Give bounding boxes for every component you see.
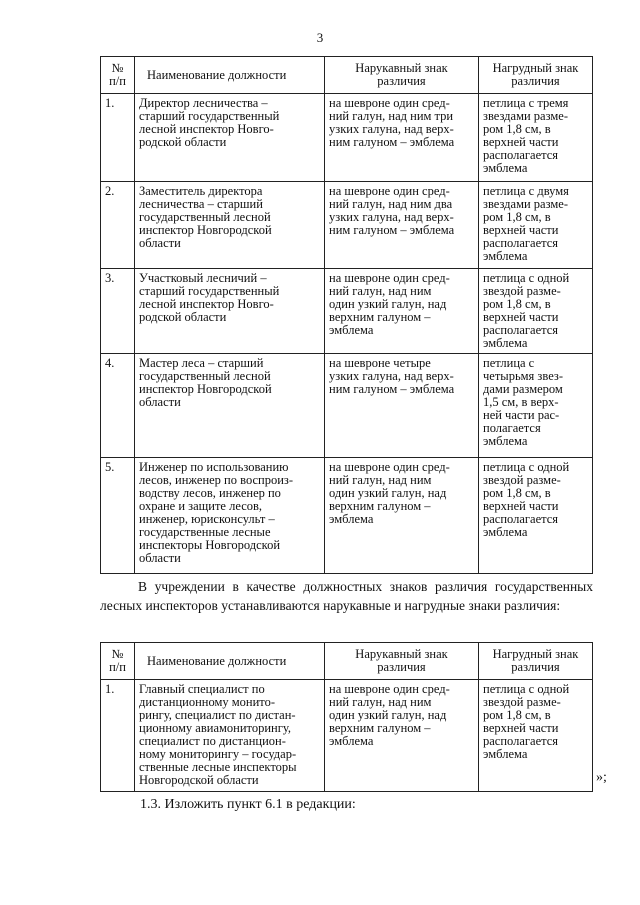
row-sleeve: на шевроне один сред- ний галун, над ним один узкий галун, над верхним галуном – эмблема <box>325 458 479 574</box>
body-paragraph: В учреждении в качестве должностных знаков различия государственных лесных инспекторов устанавливаются нарукавные и нагрудные знаки различия: <box>100 579 593 613</box>
insignia-table-inspectors <box>100 642 593 792</box>
row-chest: петлица с четырьмя звез- дами размером 1,5 см, в верх- ней части рас- полагается эмблема <box>479 354 593 458</box>
table-row <box>101 182 593 269</box>
row-chest: петлица с одной звездой разме- ром 1,8 см, в верхней части располагается эмблема <box>479 269 593 354</box>
insignia-table-forestry <box>100 56 593 574</box>
page-number: 3 <box>316 30 324 45</box>
table-row <box>101 458 593 574</box>
table-header-row <box>101 643 593 680</box>
row-position: Участковый лесничий – старший государственный лесной инспектор Новго- родской области <box>135 269 325 354</box>
row-sleeve: на шевроне один сред- ний галун, над ним два узких галуна, над верх- ним галуном – эмблема <box>325 182 479 269</box>
table-header-row <box>101 57 593 94</box>
row-sleeve: на шевроне один сред- ний галун, над ним один узкий галун, над верхним галуном – эмблема <box>325 269 479 354</box>
row-num: 2. <box>101 182 135 269</box>
row-num: 1. <box>101 680 135 792</box>
header-position: Наименование должности <box>135 643 325 680</box>
header-chest-insignia: Нагрудный знак различия <box>479 643 593 680</box>
row-chest: петлица с одной звездой разме- ром 1,8 см, в верхней части располагается эмблема <box>479 680 593 792</box>
row-position: Заместитель директора лесничества – старший государственный лесной инспектор Новгородской области <box>135 182 325 269</box>
header-sleeve-insignia: Нарукавный знак различия <box>325 643 479 680</box>
row-num: 3. <box>101 269 135 354</box>
header-sleeve-insignia: Нарукавный знак различия <box>325 57 479 94</box>
table-row <box>101 680 593 792</box>
row-num: 1. <box>101 94 135 182</box>
header-num: № п/п <box>101 643 135 680</box>
header-num: № п/п <box>101 57 135 94</box>
row-position: Главный специалист по дистанционному монито- рингу, специалист по дистан- ционному авиамониторингу, специалист по дистанцион- ному мониторингу – государ- ственные лесные инспекторы Новгородской области <box>135 680 325 792</box>
row-sleeve: на шевроне четыре узких галуна, над верх- ним галуном – эмблема <box>325 354 479 458</box>
row-position: Директор лесничества – старший государственный лесной инспектор Новго- родской области <box>135 94 325 182</box>
row-num: 5. <box>101 458 135 574</box>
row-sleeve: на шевроне один сред- ний галун, над ним один узкий галун, над верхним галуном – эмблема <box>325 680 479 792</box>
table-row <box>101 269 593 354</box>
row-position: Мастер леса – старший государственный лесной инспектор Новгородской области <box>135 354 325 458</box>
table-row <box>101 354 593 458</box>
subitem-heading: 1.3. Изложить пункт 6.1 в редакции: <box>140 797 356 812</box>
row-num: 4. <box>101 354 135 458</box>
header-position: Наименование должности <box>135 57 325 94</box>
row-chest: петлица с тремя звездами разме- ром 1,8 см, в верхней части располагается эмблема <box>479 94 593 182</box>
row-chest: петлица с одной звездой разме- ром 1,8 см, в верхней части располагается эмблема <box>479 458 593 574</box>
row-position: Инженер по использованию лесов, инженер по воспроиз- водству лесов, инженер по охране и защите лесов, инженер, юрисконсульт – государственные лесные инспекторы Новгородской области <box>135 458 325 574</box>
header-chest-insignia: Нагрудный знак различия <box>479 57 593 94</box>
row-sleeve: на шевроне один сред- ний галун, над ним три узких галуна, над верх- ним галуном – эмблема <box>325 94 479 182</box>
row-chest: петлица с двумя звездами разме- ром 1,8 см, в верхней части располагается эмблема <box>479 182 593 269</box>
closing-quote-mark: »; <box>596 770 607 785</box>
table-row <box>101 94 593 182</box>
